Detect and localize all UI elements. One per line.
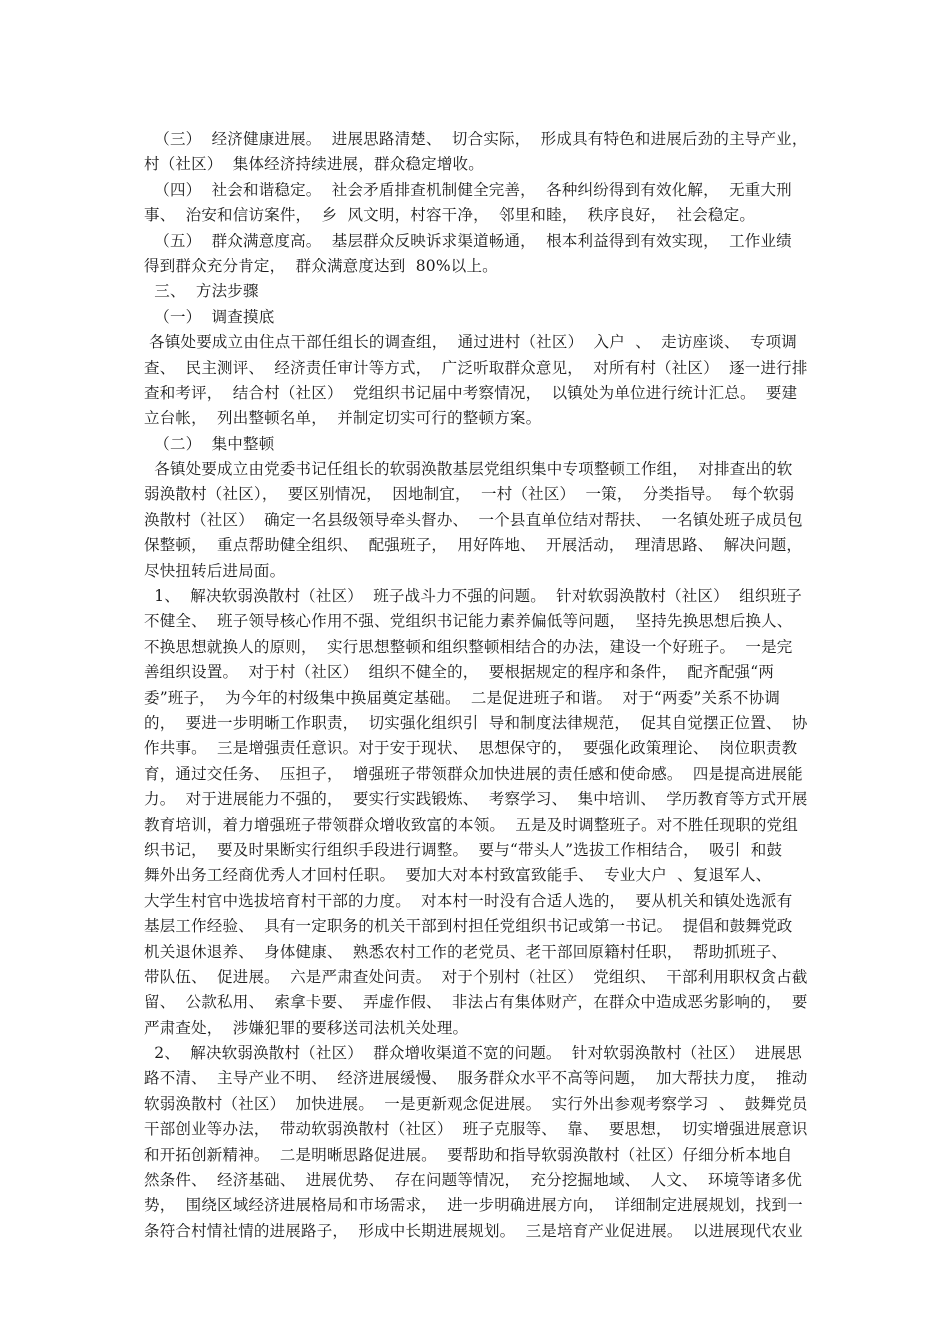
text-line: 条符合村情社情的进展路子， 形成中长期进展规划。 三是培育产业促进展。 以进展现代农业 bbox=[144, 1221, 803, 1240]
text-line: 尽快扭转后进局面。 bbox=[144, 561, 286, 580]
text-line: 保整顿， 重点帮助健全组织、 配强班子， 用好阵地、 开展活动， 理清思路、 解决问题， bbox=[144, 536, 803, 555]
text-line: 作共事。 三是增强责任意识。对于安于现状、 思想保守的， 要强化政策理论、 岗位职责教 bbox=[144, 739, 798, 758]
text-line: 查、 民主测评、 经济责任审计等方式， 广泛听取群众意见， 对所有村（社区） 逐一进行排 bbox=[144, 358, 808, 377]
text-line: 大学生村官中选拔培育村干部的力度。 对本村一时没有合适人选的， 要从机关和镇处选派有 bbox=[144, 891, 793, 910]
text-line: 涣散村（社区） 确定一名县级领导牵头督办、 一个县直单位结对帮扶、 一名镇处班子成员包 bbox=[144, 510, 803, 529]
text-line: 村（社区） 集体经济持续进展，群众稳定增收。 bbox=[144, 155, 484, 174]
text-line: 各镇处要成立由住点干部任组长的调查组， 通过进村（社区） 入户 、 走访座谈、 专项调 bbox=[144, 333, 797, 352]
text-line: 机关退休退养、 身体健康、 熟悉农村工作的老党员、老干部回原籍村任职， 帮助抓班子、 bbox=[144, 942, 788, 961]
text-line: 善组织设置。 对于村（社区） 组织不健全的， 要根据规定的程序和条件， 配齐配强“两 bbox=[144, 663, 775, 682]
text-line: （一） 调查摸底 bbox=[144, 307, 275, 326]
text-line: （五） 群众满意度高。 基层群众反映诉求渠道畅通， 根本利益得到有效实现， 工作业绩 bbox=[144, 231, 792, 250]
text-line: 教育培训，着力增强班子带领群众增收致富的本领。 五是及时调整班子。对不胜任现职的党组 bbox=[144, 815, 798, 834]
text-line: 的， 要进一步明晰工作职责， 切实强化组织引 导和制度法律规范， 促其自觉摆正位置、 协 bbox=[144, 713, 808, 732]
text-line: 弱涣散村（社区）， 要区别情况， 因地制宜， 一村（社区） 一策， 分类指导。 每个软弱 bbox=[144, 485, 795, 504]
text-line: 2、 解决软弱涣散村（社区） 群众增收渠道不宽的问题。 针对软弱涣散村（社区） 进展思 bbox=[144, 1044, 802, 1063]
document-page bbox=[144, 127, 812, 1244]
text-line: 和开拓创新精神。 二是明晰思路促进展。 要帮助和指导软弱涣散村（社区）仔细分析本地自 bbox=[144, 1145, 793, 1164]
text-line: 查和考评， 结合村（社区） 党组织书记届中考察情况， 以镇处为单位进行统计汇总。 要建 bbox=[144, 383, 798, 402]
text-line: 立台帐， 列出整顿名单， 并制定切实可行的整顿方案。 bbox=[144, 409, 542, 428]
text-line: 舞外出务工经商优秀人才回村任职。 要加大对本村致富致能手、 专业大户 、复退军人、 bbox=[144, 866, 772, 885]
text-line: 1、 解决软弱涣散村（社区） 班子战斗力不强的问题。 针对软弱涣散村（社区） 组织班子 bbox=[144, 587, 802, 606]
text-line: 留、 公款私用、 索拿卡要、 弄虚作假、 非法占有集体财产，在群众中造成恶劣影响的， 要 bbox=[144, 993, 808, 1012]
text-line: 不健全、 班子领导核心作用不强、党组织书记能力素养偏低等问题， 坚持先换思想后换人、 bbox=[144, 612, 793, 631]
text-line: （二） 集中整顿 bbox=[144, 434, 275, 453]
text-line: 然条件、 经济基础、 进展优势、 存在问题等情况， 充分挖掘地域、 人文、 环境等诸多优 bbox=[144, 1171, 803, 1190]
text-line: 带队伍、 促进展。 六是严肃查处问责。 对于个别村（社区） 党组织、 干部利用职权贪占截 bbox=[144, 967, 808, 986]
text-line: （三） 经济健康进展。 进展思路清楚、 切合实际， 形成具有特色和进展后劲的主导产业， bbox=[144, 130, 808, 148]
text-line: 力。 对于进展能力不强的， 要实行实践锻炼、 考察学习、 集中培训、 学历教育等方式开展 bbox=[144, 790, 808, 809]
text-line: 育，通过交任务、 压担子， 增强班子带领群众加快进展的责任感和使命感。 四是提高进展能 bbox=[144, 764, 803, 783]
text-line: 得到群众充分肯定， 群众满意度达到 80%以上。 bbox=[144, 256, 498, 275]
text-line: 织书记， 要及时果断实行组织手段进行调整。 要与“带头人”选拔工作相结合， 吸引 和鼓 bbox=[144, 840, 783, 859]
text-line: 严肃查处， 涉嫌犯罪的要移送司法机关处理。 bbox=[144, 1018, 469, 1037]
text-line: 事、 治安和信访案件， 乡 风文明，村容干净， 邻里和睦， 秩序良好， 社会稳定。 bbox=[144, 206, 756, 225]
text-line: 不换思想就换人的原则， 实行思想整顿和组织整顿相结合的办法，建设一个好班子。 一是完 bbox=[144, 637, 793, 656]
text-line: 势， 围绕区域经济进展格局和市场需求， 进一步明确进展方向， 详细制定进展规划，找到一 bbox=[144, 1196, 803, 1215]
text-line: 各镇处要成立由党委书记任组长的软弱涣散基层党组织集中专项整顿工作组， 对排查出的软 bbox=[144, 460, 793, 479]
text-line: 基层工作经验、 具有一定职务的机关干部到村担任党组织书记或第一书记。 提倡和鼓舞党政 bbox=[144, 917, 793, 936]
text-line: 软弱涣散村（社区） 加快进展。 一是更新观念促进展。 实行外出参观考察学习 、 鼓舞党员 bbox=[144, 1094, 808, 1113]
text-line: 干部创业等办法， 带动软弱涣散村（社区） 班子克服等、 靠、 要思想， 切实增强进展意识 bbox=[144, 1120, 808, 1139]
text-line: 委”班子， 为今年的村级集中换届奠定基础。 二是促进班子和谐。 对于“两委”关系不协调 bbox=[144, 688, 781, 707]
text-line: （四） 社会和谐稳定。 社会矛盾排查机制健全完善， 各种纠纷得到有效化解， 无重大刑 bbox=[144, 180, 792, 199]
text-line: 路不清、 主导产业不明、 经济进展缓慢、 服务群众水平不高等问题， 加大帮扶力度， 推动 bbox=[144, 1069, 808, 1088]
text-line: 三、 方法步骤 bbox=[144, 282, 259, 301]
